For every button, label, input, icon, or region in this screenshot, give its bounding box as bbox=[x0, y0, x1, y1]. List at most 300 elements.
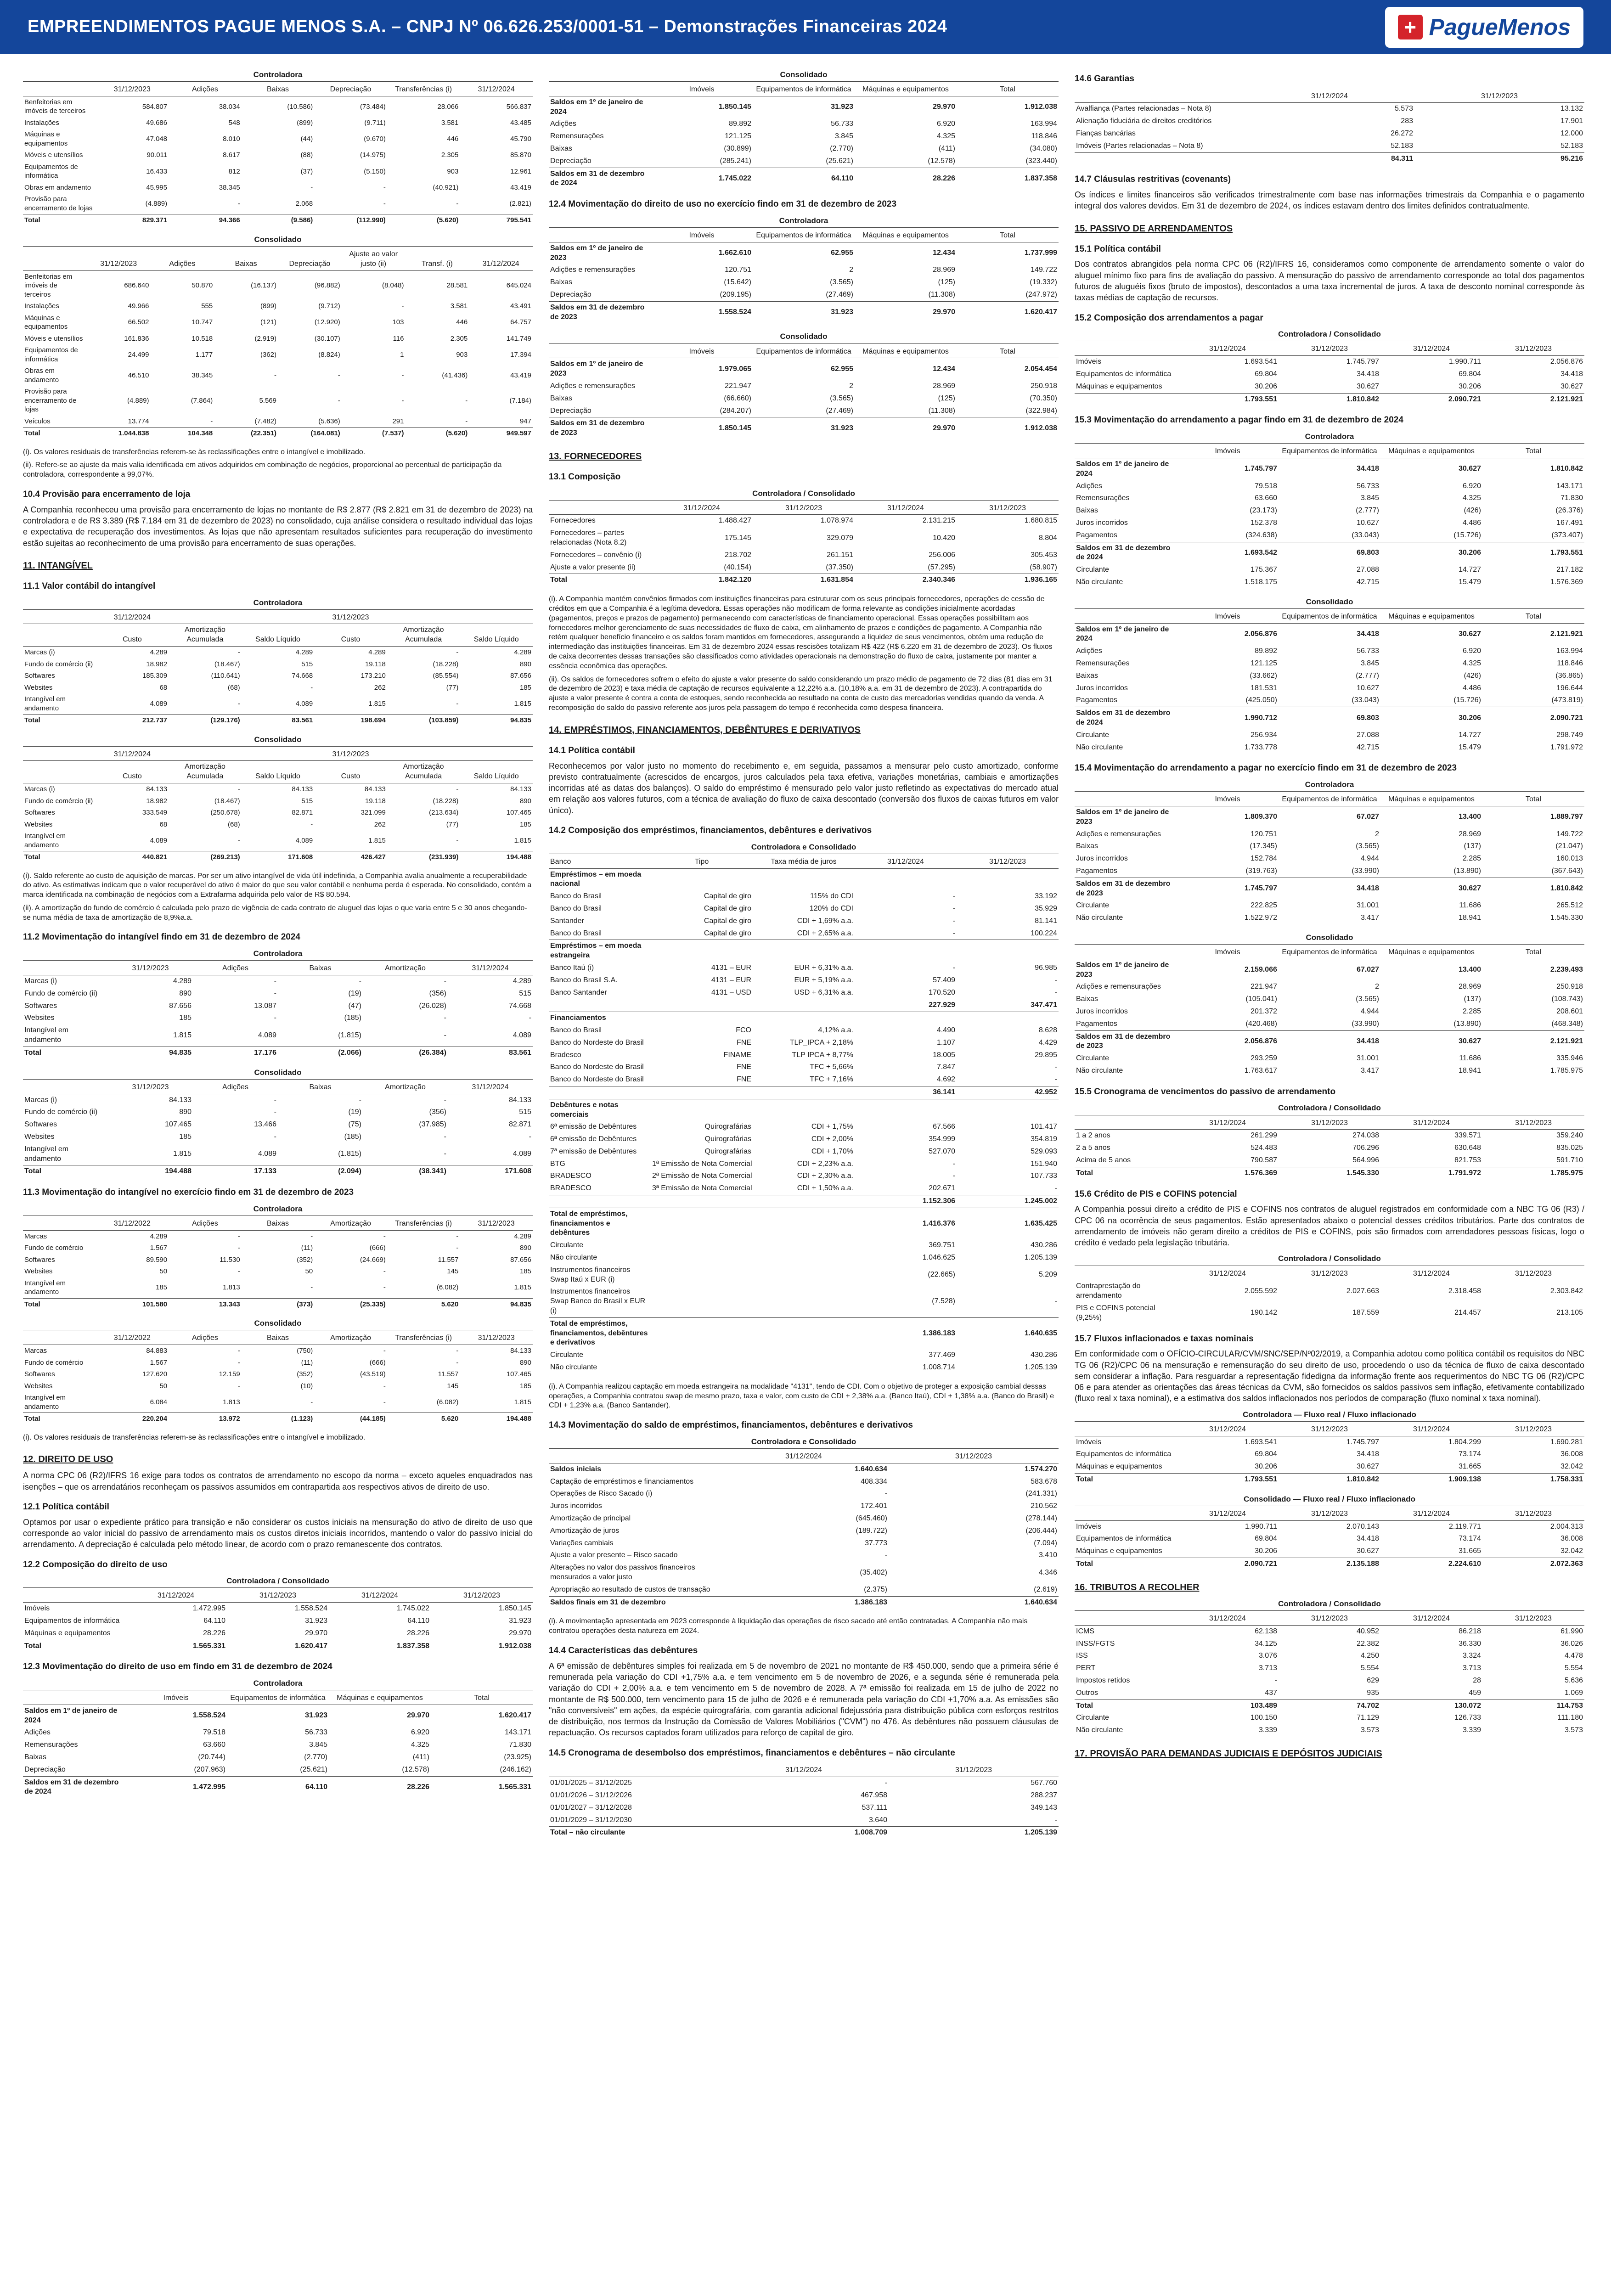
table-cell: Circulante bbox=[550, 1241, 584, 1249]
table-row bbox=[549, 1049, 1059, 1062]
table-row bbox=[549, 143, 1059, 155]
subsection-heading: 14.1 Política contábil bbox=[549, 745, 635, 755]
table-cell: ICMS bbox=[1076, 1627, 1094, 1635]
table-cell: 100.224 bbox=[1031, 929, 1057, 937]
table-cell: 185 bbox=[519, 683, 531, 692]
table-cell: 1 a 2 anos bbox=[1076, 1131, 1110, 1140]
table-cell: 4.289 bbox=[368, 648, 386, 657]
table-cell: - bbox=[444, 1014, 446, 1022]
table-cell: 564.996 bbox=[1352, 1156, 1379, 1164]
table-row bbox=[549, 1584, 1059, 1596]
table-header-cell: 31/12/2023 bbox=[1414, 90, 1584, 103]
table-cell: 33.192 bbox=[1035, 892, 1057, 900]
table-header-cell: Máquinas e equipamentos bbox=[855, 346, 957, 358]
table-row bbox=[23, 300, 533, 312]
table-row bbox=[23, 312, 533, 333]
table-cell: 1.635.425 bbox=[957, 1208, 1059, 1239]
table-cell: Depreciação bbox=[550, 291, 591, 299]
table-cell: 84.883 bbox=[146, 1347, 168, 1355]
table-cell: 104.348 bbox=[151, 428, 214, 439]
table-cell: (25.621) bbox=[826, 157, 853, 165]
table-cell: (4.889) bbox=[145, 200, 168, 208]
table-cell: Softwares bbox=[24, 1002, 57, 1010]
table-row bbox=[1075, 981, 1584, 993]
subsection-heading: 14.5 Cronograma de desembolso dos empréstimos, financiamentos e debêntures – não circulante bbox=[549, 1748, 955, 1758]
table-cell: 5.554 bbox=[1564, 1664, 1583, 1672]
financial-table bbox=[549, 216, 1059, 323]
table-cell: (40.921) bbox=[433, 183, 459, 191]
table-group-heading: Consolidado — Fluxo real / Fluxo inflacionado bbox=[1075, 1494, 1584, 1506]
table-cell: 11.557 bbox=[438, 1370, 459, 1379]
table-cell: (38.341) bbox=[363, 1165, 448, 1178]
table-grid bbox=[23, 1590, 533, 1652]
table-grid bbox=[1075, 445, 1584, 589]
table-cell: 185 bbox=[519, 1267, 531, 1276]
table-row bbox=[23, 830, 533, 851]
table-cell: (15.642) bbox=[724, 278, 751, 287]
table-row bbox=[23, 161, 533, 182]
table-cell: 84.133 bbox=[364, 785, 386, 793]
table-cell: Outros bbox=[1076, 1688, 1098, 1697]
table-row bbox=[549, 940, 1059, 962]
table-header-cell: Imóveis bbox=[1177, 793, 1279, 806]
table-cell: (18.228) bbox=[433, 660, 459, 668]
table-cell: 181.531 bbox=[1250, 684, 1277, 692]
table-cell bbox=[1075, 393, 1177, 405]
table-cell: 89.892 bbox=[729, 120, 751, 128]
financial-table bbox=[549, 332, 1059, 439]
table-cell: 591.710 bbox=[1556, 1156, 1583, 1164]
table-row bbox=[23, 1705, 533, 1727]
table-cell: 446 bbox=[447, 135, 459, 143]
table-header-cell: Máquinas e equipamentos bbox=[329, 1692, 431, 1705]
table-row bbox=[549, 1012, 1059, 1024]
table-cell: 262 bbox=[374, 683, 386, 692]
table-header-cell: 31/12/2023 bbox=[1482, 1508, 1584, 1520]
table-cell: Total bbox=[23, 1640, 125, 1652]
table-cell: Imóveis bbox=[24, 1604, 50, 1613]
subsection-heading: 15.2 Composição dos arrendamentos a pagar bbox=[1075, 313, 1263, 323]
table-cell: 4.478 bbox=[1564, 1652, 1583, 1660]
table-cell: - bbox=[359, 977, 361, 985]
table-cell: 515 bbox=[301, 660, 313, 668]
table-cell: 30.206 bbox=[1255, 1463, 1277, 1471]
table-header-cell: 31/12/2024 bbox=[651, 502, 753, 515]
table-cell: Instrumentos financeiros Swap Banco do Brasil x EUR (i) bbox=[550, 1288, 646, 1315]
table-cell: 64.110 bbox=[753, 168, 855, 190]
column-left bbox=[23, 64, 533, 2296]
table-cell: - bbox=[274, 1096, 276, 1104]
table-cell: 4.089 bbox=[150, 699, 168, 708]
table-row bbox=[549, 1086, 1059, 1099]
table-cell: Remensurações bbox=[1076, 659, 1130, 668]
table-cell: Variações cambiais bbox=[550, 1539, 614, 1547]
table-cell: Saldos em 31 de dezembro de 2024 bbox=[1075, 707, 1177, 729]
table-cell: 947 bbox=[519, 417, 531, 425]
table-row bbox=[1075, 959, 1584, 981]
table-cell: Total bbox=[23, 1047, 108, 1059]
table-cell: 3.640 bbox=[868, 1816, 887, 1824]
table-group-heading: Consolidado bbox=[23, 1068, 533, 1080]
subsection-heading: 14.2 Composição dos empréstimos, financiamentos, debêntures e derivativos bbox=[549, 825, 872, 835]
table-cell: - bbox=[456, 200, 459, 208]
table-cell: 1.810.842 bbox=[1482, 878, 1584, 900]
table-cell: Banco do Brasil bbox=[550, 904, 602, 912]
table-cell: Saldos iniciais bbox=[549, 1463, 719, 1475]
table-cell: 890 bbox=[519, 660, 531, 668]
table-cell: (66.660) bbox=[724, 394, 751, 402]
table-header-cell: Saldo Líquido bbox=[460, 761, 533, 783]
table-cell: (25.335) bbox=[314, 1298, 387, 1310]
table-cell: CDI + 1,69% a.a. bbox=[797, 917, 853, 925]
table-cell: - bbox=[465, 396, 468, 405]
table-cell: (33.662) bbox=[1250, 671, 1277, 680]
table-cell: Baixas bbox=[24, 1753, 47, 1761]
table-header-cell: 31/12/2023 bbox=[1482, 1268, 1584, 1280]
table-cell: Bradesco bbox=[550, 1051, 581, 1059]
table-row bbox=[1075, 529, 1584, 542]
subsection-heading: 15.3 Movimentação do arrendamento a pagar findo em 31 de dezembro de 2024 bbox=[1075, 415, 1403, 425]
table-row bbox=[549, 903, 1059, 915]
table-cell: Juros incorridos bbox=[550, 1502, 602, 1510]
table-cell: - bbox=[237, 1267, 240, 1276]
table-cell: 2.131.215 bbox=[922, 517, 955, 525]
table-row bbox=[1075, 694, 1584, 707]
table-cell: FNE bbox=[737, 1038, 751, 1047]
table-header-cell bbox=[23, 624, 96, 647]
table-cell: Circulante bbox=[1076, 901, 1110, 910]
table-cell: 515 bbox=[301, 797, 313, 805]
table-group-heading: Controladora / Consolidado bbox=[1075, 329, 1584, 341]
table-grid bbox=[1075, 1268, 1584, 1324]
table-header-cell: 31/12/2024 bbox=[1380, 1508, 1482, 1520]
table-cell: - bbox=[456, 1347, 459, 1355]
table-cell: Saldos em 1º de janeiro de 2023 bbox=[1075, 806, 1177, 828]
table-cell: 2.303.842 bbox=[1550, 1287, 1583, 1295]
table-cell: Banco do Brasil bbox=[550, 892, 602, 900]
table-cell: (23.173) bbox=[1250, 506, 1277, 515]
table-cell: (121) bbox=[260, 318, 276, 326]
table-cell: (2.094) bbox=[278, 1165, 363, 1178]
financial-table bbox=[1075, 329, 1584, 405]
table-cell: 4.089 bbox=[295, 836, 313, 844]
table-header-cell: 31/12/2023 bbox=[96, 84, 169, 96]
table-cell: 566.837 bbox=[506, 102, 531, 111]
table-group-heading: Controladora / Consolidado bbox=[549, 489, 1059, 501]
table-cell: (34.080) bbox=[1030, 145, 1057, 153]
table-header-cell: Adições bbox=[193, 1081, 278, 1094]
table-cell: 1.793.551 bbox=[1177, 393, 1279, 405]
table-cell: 30.627 bbox=[1357, 1463, 1379, 1471]
table-row bbox=[1075, 900, 1584, 912]
table-header-cell: Imóveis bbox=[1177, 611, 1279, 623]
table-cell: 2 bbox=[1375, 830, 1379, 838]
table-cell: 36.008 bbox=[1560, 1450, 1583, 1458]
table-header-cell: Equipamentos de informática bbox=[1279, 445, 1380, 458]
table-cell: (5.636) bbox=[318, 417, 340, 425]
table-cell: Móveis e utensílios bbox=[24, 334, 83, 343]
table-cell: 7.847 bbox=[936, 1063, 955, 1071]
footnote: (i). A Companhia mantém convênios firmados com instituições financeiras para estruturar com os seus principais fornecedores, operações de cessão de créditos em que a Companhia é a legítima devedora. Essas operações não modificam de forma relevante as condições inicialmente acordadas (pagamentos, preços e prazos de pagamento) permanecendo com características de financiamento operacional. Essas operações possibilitam aos fornecedores melhor gerenciamento de suas necessidades de fluxo de caixa, em alinhamento de prazos e condições de pagamento. A Companhia não retém qualquer benefício financeiro e os saldos foram mantidos em fornecedores, assegurando a liquidez de seus vencimentos, obtém uma redução de intermediação das instituições financeiras. Em 31 de dezembro 2024 essas rescisões totalizam R$ 422 (R$ 6.220 em 31 de dezembro de 2023). Os fluxos de caixa decorrentes dessas transações são classificados como atividades operacionais na demonstração do fluxo de caixa, justamente por manter a essência econômica das operações. bbox=[549, 595, 1053, 670]
table-cell: 84.133 bbox=[510, 1347, 531, 1355]
table-cell: 1.745.022 bbox=[396, 1604, 429, 1613]
table-cell: 29.970 bbox=[509, 1629, 531, 1637]
table-cell: - bbox=[237, 836, 240, 844]
table-row bbox=[549, 1513, 1059, 1525]
table-cell: 36.330 bbox=[1459, 1639, 1481, 1648]
table-cell: 64.110 bbox=[203, 1616, 225, 1625]
table-cell: FNE bbox=[737, 1063, 751, 1071]
table-cell: 1.565.331 bbox=[431, 1776, 533, 1798]
table-cell: 1.745.797 bbox=[1177, 458, 1279, 480]
table-header-cell bbox=[1075, 611, 1177, 623]
table-cell: - bbox=[310, 1398, 313, 1406]
table-cell: 222.825 bbox=[1250, 901, 1277, 910]
table-cell: 49.686 bbox=[146, 118, 168, 127]
table-cell: Banco do Nordeste do Brasil bbox=[550, 1063, 644, 1071]
table-cell: 430.286 bbox=[1031, 1241, 1057, 1249]
table-group-heading: Controladora e Consolidado bbox=[549, 842, 1059, 854]
table-cell: 214.457 bbox=[1454, 1309, 1481, 1317]
table-cell bbox=[753, 1208, 855, 1239]
table-cell: 1.545.330 bbox=[1279, 1167, 1380, 1179]
table-cell: Equipamentos de informática bbox=[24, 346, 78, 363]
table-cell: 31.923 bbox=[753, 96, 855, 118]
table-cell: (189.722) bbox=[856, 1526, 887, 1535]
table-cell: 5.554 bbox=[1360, 1664, 1379, 1672]
table-cell: (33.043) bbox=[1352, 531, 1379, 539]
table-cell: 111.180 bbox=[1557, 1714, 1583, 1722]
table-cell: Depreciação bbox=[24, 1765, 66, 1773]
table-cell: 4.490 bbox=[936, 1026, 955, 1034]
table-cell: 8.628 bbox=[1038, 1026, 1057, 1034]
table-cell: Adições bbox=[24, 1728, 51, 1737]
table-grid bbox=[23, 248, 533, 439]
table-grid bbox=[1075, 1424, 1584, 1486]
table-row bbox=[23, 647, 533, 658]
table-cell: 30.206 bbox=[1380, 707, 1482, 729]
table-cell: 1ª Emissão de Nota Comercial bbox=[652, 1159, 752, 1168]
table-cell: - bbox=[383, 1382, 386, 1390]
table-cell: 56.733 bbox=[831, 120, 853, 128]
table-cell: (213.634) bbox=[429, 809, 459, 816]
table-header-cell: Máquinas e equipamentos bbox=[1380, 793, 1482, 806]
table-cell: (1.815) bbox=[338, 1150, 361, 1158]
table-cell: Circulante bbox=[1076, 1054, 1110, 1063]
table-header-cell: Adições bbox=[193, 962, 278, 975]
table-cell: 2.056.876 bbox=[1177, 623, 1279, 645]
table-cell: 24.499 bbox=[128, 350, 149, 359]
table-cell: 84.311 bbox=[1245, 152, 1414, 165]
table-cell: (24.669) bbox=[360, 1255, 386, 1264]
table-cell: 2.305 bbox=[441, 151, 459, 159]
subsection-heading: 12.2 Composição do direito de uso bbox=[23, 1559, 168, 1570]
table-cell: 82.871 bbox=[509, 1120, 531, 1129]
table-cell: 890 bbox=[179, 1108, 192, 1116]
table-cell: 1.690.281 bbox=[1550, 1438, 1583, 1446]
table-cell: - bbox=[1054, 976, 1057, 984]
table-cell: Baixas bbox=[1076, 842, 1098, 850]
table-cell: Websites bbox=[24, 683, 53, 692]
table-cell: Não circulante bbox=[1076, 1726, 1123, 1734]
table-cell: Intangível em andamento bbox=[24, 695, 66, 712]
table-cell: (2.821) bbox=[509, 200, 531, 208]
table-cell: Total bbox=[23, 1413, 96, 1425]
pague-menos-logo bbox=[1385, 7, 1583, 48]
table-row bbox=[549, 1488, 1059, 1500]
table-header-cell: Custo bbox=[96, 624, 169, 647]
table-cell: 6ª emissão de Debêntures bbox=[550, 1135, 637, 1143]
table-row bbox=[23, 715, 533, 726]
table-cell: (108.743) bbox=[1551, 995, 1583, 1003]
table-cell: 66.502 bbox=[128, 318, 149, 326]
table-cell: (68) bbox=[228, 820, 240, 828]
table-cell: - bbox=[237, 200, 240, 208]
table-row bbox=[1075, 1052, 1584, 1065]
table-cell: 29.970 bbox=[855, 96, 957, 118]
table-header-cell: 31/12/2023 bbox=[227, 1590, 329, 1602]
financial-table bbox=[1075, 1599, 1584, 1737]
table-group-heading: Controladora bbox=[1075, 432, 1584, 444]
table-cell: 196.644 bbox=[1556, 684, 1583, 692]
table-cell: 11.530 bbox=[219, 1255, 240, 1264]
table-cell: Saldos em 31 de dezembro de 2024 bbox=[1075, 542, 1177, 564]
table-row bbox=[23, 129, 533, 149]
table-cell: 250.918 bbox=[1556, 983, 1583, 991]
table-cell: 107.465 bbox=[506, 809, 531, 816]
table-cell: (88) bbox=[300, 151, 313, 159]
table-header-cell: 31/12/2024 bbox=[448, 962, 533, 975]
table-cell: (645.460) bbox=[856, 1514, 887, 1522]
table-cell: 218.702 bbox=[725, 551, 751, 559]
table-cell: 1.979.065 bbox=[651, 358, 753, 380]
table-cell: 6.920 bbox=[1462, 482, 1481, 490]
table-cell: Adições bbox=[1076, 647, 1102, 655]
table-cell: Saldos finais em 31 de dezembro bbox=[549, 1596, 719, 1609]
table-header-cell: 31/12/2023 bbox=[431, 1590, 533, 1602]
table-cell: Intangível em andamento bbox=[24, 1279, 66, 1296]
table-cell: 4.692 bbox=[936, 1075, 955, 1084]
table-cell: 3.339 bbox=[1258, 1726, 1277, 1734]
table-header-cell: Transferências (i) bbox=[387, 84, 460, 96]
table-cell: (1.815) bbox=[338, 1031, 361, 1039]
table-cell: 1.558.524 bbox=[125, 1705, 227, 1727]
table-row bbox=[1075, 517, 1584, 529]
table-cell: Amortização de principal bbox=[550, 1514, 631, 1522]
table-cell: 31.923 bbox=[509, 1616, 531, 1625]
table-cell: (14.975) bbox=[360, 151, 386, 159]
table-row bbox=[1075, 140, 1584, 152]
table-cell: 213.105 bbox=[1556, 1309, 1583, 1317]
table-cell: 261.299 bbox=[1250, 1131, 1277, 1140]
table-super-header bbox=[169, 612, 242, 624]
table-row bbox=[23, 693, 533, 715]
table-row bbox=[23, 1615, 533, 1627]
table-grid bbox=[23, 1692, 533, 1798]
table-cell: 3.339 bbox=[1462, 1726, 1481, 1734]
table-super-header bbox=[242, 748, 315, 761]
table-row bbox=[549, 405, 1059, 417]
table-cell: 61.990 bbox=[1560, 1627, 1583, 1635]
table-super-header: 31/12/2023 bbox=[314, 748, 387, 761]
table-cell: 74.668 bbox=[292, 672, 313, 680]
table-cell: 5.620 bbox=[387, 1298, 460, 1310]
table-cell bbox=[753, 1317, 855, 1349]
table-cell: 100.150 bbox=[1250, 1714, 1277, 1722]
table-row bbox=[549, 915, 1059, 928]
table-cell: 1.008.709 bbox=[719, 1827, 889, 1839]
financial-table bbox=[1075, 1494, 1584, 1570]
table-cell: 1.576.369 bbox=[1550, 578, 1583, 586]
table-cell: (324.638) bbox=[1245, 531, 1277, 539]
table-row bbox=[549, 1170, 1059, 1182]
table-header-cell bbox=[1075, 1268, 1177, 1280]
table-cell: 2.121.921 bbox=[1482, 393, 1584, 405]
table-cell: Saldos em 31 de dezembro de 2023 bbox=[549, 417, 651, 439]
table-cell: 12.434 bbox=[855, 358, 957, 380]
table-cell: 172.401 bbox=[861, 1502, 887, 1510]
table-cell: 2.055.592 bbox=[1244, 1287, 1277, 1295]
table-cell: - bbox=[310, 1232, 313, 1240]
table-cell: (70.350) bbox=[1030, 394, 1057, 402]
table-cell: 2.004.313 bbox=[1550, 1522, 1583, 1531]
table-row bbox=[23, 1751, 533, 1764]
table-cell: - bbox=[310, 683, 313, 692]
table-cell: 30.627 bbox=[1357, 1547, 1379, 1555]
table-cell: - bbox=[444, 977, 446, 985]
table-cell: 120% do CDI bbox=[809, 904, 853, 912]
table-header-cell: 31/12/2024 bbox=[855, 856, 957, 868]
table-cell: 339.571 bbox=[1454, 1131, 1481, 1140]
table-cell: 1.472.995 bbox=[125, 1776, 227, 1798]
table-cell: 15.479 bbox=[1459, 743, 1481, 751]
table-cell: Máquinas e equipamentos bbox=[24, 130, 68, 147]
table-cell: - bbox=[383, 1283, 386, 1292]
table-cell: 38.034 bbox=[219, 102, 240, 111]
financial-table bbox=[23, 598, 533, 726]
table-header-cell: Adições bbox=[169, 1218, 242, 1230]
table-header-cell: Máquinas e equipamentos bbox=[1380, 445, 1482, 458]
table-cell: (411) bbox=[938, 145, 955, 153]
table-cell: 3.417 bbox=[1360, 914, 1379, 922]
table-cell: 220.204 bbox=[96, 1413, 169, 1425]
table-cell: CDI + 1,75% bbox=[811, 1123, 853, 1131]
table-cell: 1.640.635 bbox=[957, 1317, 1059, 1349]
table-cell: 114.753 bbox=[1482, 1699, 1584, 1712]
table-row bbox=[549, 890, 1059, 903]
table-cell: 1.416.376 bbox=[855, 1208, 957, 1239]
table-cell: (9.712) bbox=[318, 302, 340, 310]
table-cell: Capital de giro bbox=[704, 917, 751, 925]
table-row bbox=[23, 975, 533, 988]
table-cell: (362) bbox=[260, 350, 276, 359]
table-header-cell: Amortização Acumulada bbox=[169, 761, 242, 783]
table-cell bbox=[549, 1086, 651, 1099]
table-cell: (666) bbox=[369, 1358, 386, 1367]
table-cell: - bbox=[310, 183, 313, 191]
table-row bbox=[549, 962, 1059, 974]
table-cell: - bbox=[237, 1347, 240, 1355]
table-row bbox=[549, 1074, 1059, 1086]
table-cell: 11.686 bbox=[1459, 901, 1481, 910]
table-cell: 2.056.876 bbox=[1550, 358, 1583, 366]
table-cell: (85.554) bbox=[433, 672, 459, 680]
paragraph: Optamos por usar o expediente prático para transição e não considerar os custos iniciais na mensuração do ativo de direito de uso que corresponde ao valor inicial do passivo de arrendamento mais os custos diretos iniciais incorridos, mantendo o valor do passivo inicial do arrendamento. A depreciação é calculada pelo método linear, de acordo com o prazo remanescente dos contratos. bbox=[23, 1517, 533, 1549]
table-cell: 1.386.183 bbox=[719, 1596, 889, 1609]
table-cell: Capital de giro bbox=[704, 929, 751, 937]
table-cell: 4.325 bbox=[936, 132, 955, 141]
table-cell: 1.815 bbox=[173, 1150, 192, 1158]
